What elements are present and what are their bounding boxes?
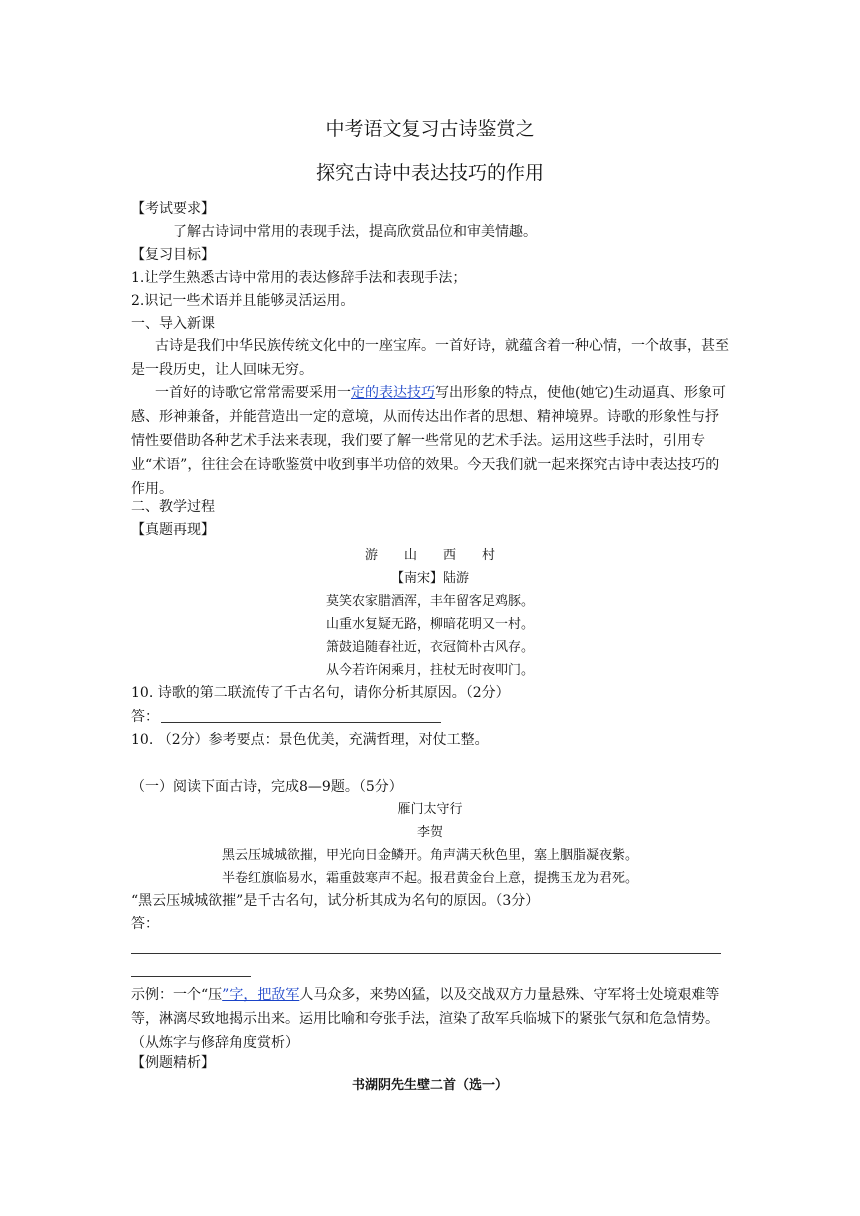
q10-question: 10. 诗歌的第二联流传了千古名句，请你分析其原因。（2分） xyxy=(131,685,510,701)
analysis-heading: 【例题精析】 xyxy=(131,1055,215,1071)
poem1-author: 【南宋】陆游 xyxy=(390,571,469,586)
intro-p2-after: 写出形象的特点，使他(她它)生动逼真、形象可感、形神兼备，并能营造出一定的意境，从而传达出作者的思想、精神境界。诗歌的形象性与抒情性要借助各种艺术手法来表现，我们要了解一些常见的艺术手法。运用这些手法时，引用专业“术语”，往往会在诗歌鉴赏中收到事半功倍的效果。今天我们就一起来探究古诗中表达技巧的作用。 xyxy=(131,385,726,497)
goal-item-1: 1.让学生熟悉古诗中常用的表达修辞手法和表现手法； xyxy=(131,270,467,286)
intro-p2-before: 一首好的诗歌它常常需要采用一 xyxy=(155,385,351,401)
example-paragraph xyxy=(131,983,731,1055)
poem1-line-2: 山重水复疑无路，柳暗花明又一村。 xyxy=(325,617,534,632)
exam-req-heading: 【考试要求】 xyxy=(131,201,215,217)
q10-answer-line[interactable] xyxy=(161,722,441,723)
title-line1: 中考语文复习古诗鉴赏之 xyxy=(325,118,535,140)
hy-question: “黑云压城城欲摧”是千古名句，试分析其成为名句的原因。（3分） xyxy=(131,893,540,909)
example-link[interactable]: ”字，把敌军 xyxy=(222,987,300,1003)
poem1-line-4: 从今若许闲乘月，拄杖无时夜叩门。 xyxy=(325,663,534,678)
poem2-line-2: 半卷红旗临易水，霜重鼓寒声不起。报君黄金台上意，提携玉龙为君死。 xyxy=(221,871,638,886)
example-before: 示例：一个“ xyxy=(131,987,209,1003)
hy-answer-label: 答： xyxy=(131,916,159,932)
poem2-line-1: 黑云压城城欲摧，甲光向日金鳞开。角声满天秋色里，塞上胭脂凝夜紫。 xyxy=(221,848,638,863)
real-exam-heading: 【真题再现】 xyxy=(131,522,215,538)
example-char: 压 xyxy=(208,987,223,1003)
hy-answer-line-1[interactable] xyxy=(131,953,721,954)
q10-answer-label: 答： xyxy=(131,709,159,725)
intro-paragraph-1: 古诗是我们中华民族传统文化中的一座宝库。一首好诗，就蕴含着一种心情，一个故事，甚至是一段历史，让人回味无穷。 xyxy=(131,338,729,378)
example-after: 人马众多，来势凶猛，以及交战双方力量悬殊、守军将士处境艰难等等，淋漓尽致地揭示出来。运用比喻和夸张手法，渲染了敌军兵临城下的紧张气氛和危急情势。（从炼字与修辞角度赏析） xyxy=(131,987,720,1051)
poem1-line-1: 莫笑农家腊酒浑，丰年留客足鸡豚。 xyxy=(325,594,534,609)
exam-req-text: 了解古诗词中常用的表现手法，提高欣赏品位和审美情趣。 xyxy=(173,224,537,240)
title-line2: 探究古诗中表达技巧的作用 xyxy=(315,162,544,184)
section1-intro: （一）阅读下面古诗，完成8—9题。（5分） xyxy=(131,779,403,795)
poem1-title: 游 山 西 村 xyxy=(364,548,495,563)
poem1-line-3: 箫鼓追随春社近，衣冠简朴古风存。 xyxy=(325,640,534,655)
intro-heading: 一、导入新课 xyxy=(131,316,215,332)
poem2-author: 李贺 xyxy=(416,825,443,840)
process-heading: 二、教学过程 xyxy=(131,499,215,515)
goals-heading: 【复习目标】 xyxy=(131,247,215,263)
poem2-title: 雁门太守行 xyxy=(397,802,463,817)
goal-item-2: 2.识记一些术语并且能够灵活运用。 xyxy=(131,293,355,309)
analysis-poem-title: 书湖阴先生壁二首（选一） xyxy=(351,1078,508,1093)
q10-key: 10. （2分）参考要点：景色优美，充满哲理，对仗工整。 xyxy=(131,732,489,748)
hy-answer-line-2[interactable] xyxy=(131,976,251,977)
intro-paragraph-2 xyxy=(131,381,731,501)
expression-skill-link[interactable]: 定的表达技巧 xyxy=(351,385,435,401)
